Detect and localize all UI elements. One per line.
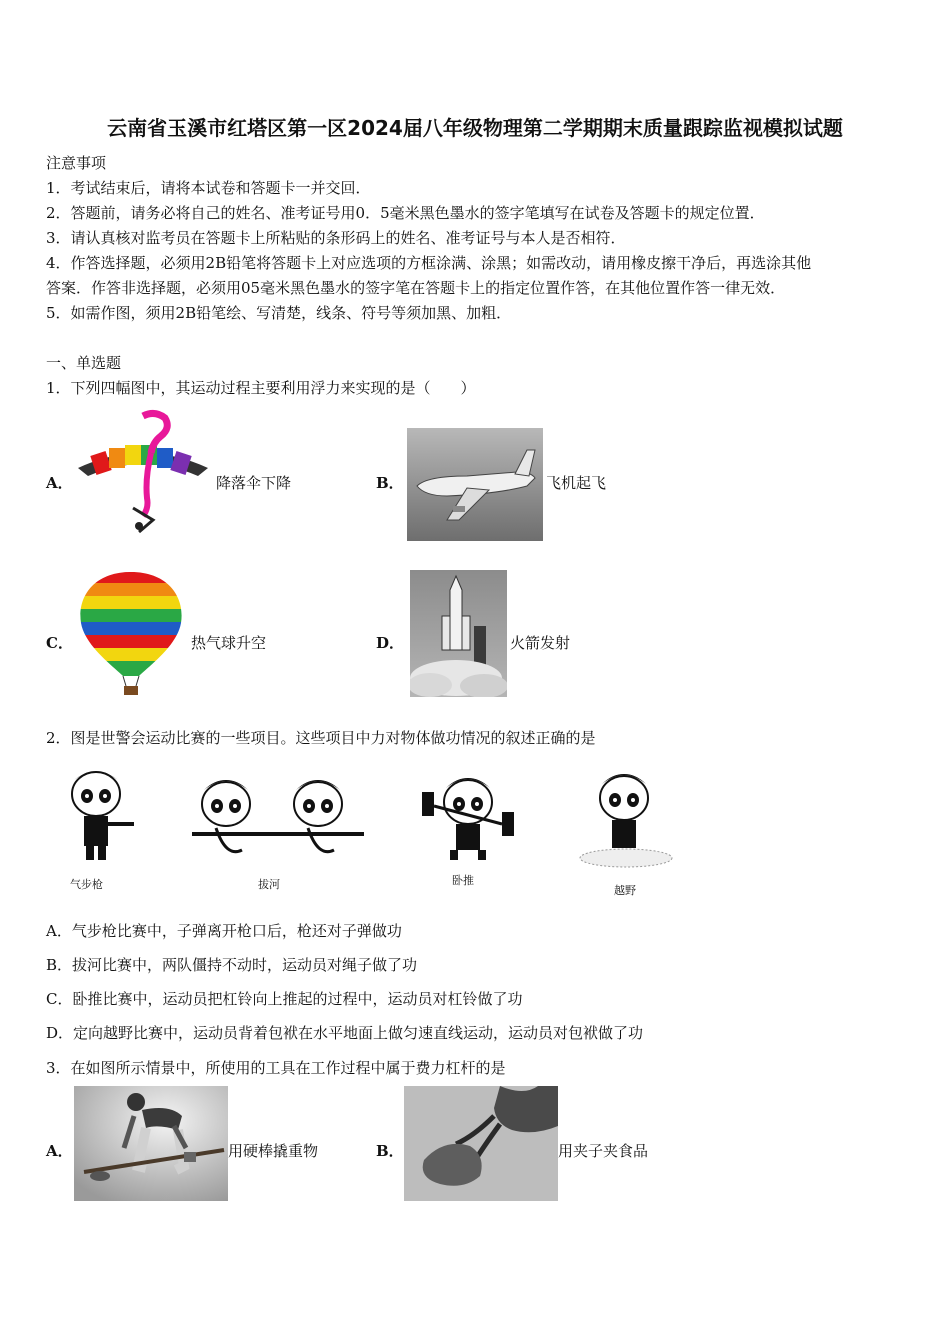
hand-icon: [494, 1086, 558, 1132]
option-c-letter: C．: [46, 634, 73, 652]
question-3-option-a-letter: A．: [46, 1142, 73, 1160]
section-heading: 一、单选题: [46, 354, 122, 372]
figure-label-orienteering: 越野: [614, 884, 636, 897]
notice-item: 答案．作答非选择题，必须用05毫米黑色墨水的签字笔在答题卡上的指定位置作答，在其他位置作答一律无效．: [46, 279, 786, 297]
option-d-letter: D．: [376, 634, 405, 652]
option-a-letter: A．: [46, 474, 73, 492]
airplane-image: [407, 428, 543, 541]
panda-orienteering-icon: [580, 774, 672, 867]
notice-item: 1．考试结束后，请将本试卷和答题卡一并交回．: [46, 179, 371, 197]
option-c-caption: 热气球升空: [191, 634, 267, 652]
food-tongs-image: [404, 1086, 558, 1201]
option-a-caption: 降落伞下降: [216, 474, 292, 492]
parachute-image: [73, 408, 213, 544]
question-1-stem: 1．下列四幅图中，其运动过程主要利用浮力来实现的是（ ）: [46, 379, 476, 397]
notice-item: 4．作答选择题，必须用2B铅笔将答题卡上对应选项的方框涂满、涂黑；如需改动，请用橡皮擦干净后，再选涂其他: [46, 254, 812, 272]
question-3-option-b-caption: 用夹子夹食品: [558, 1142, 649, 1160]
question-2-option-c: C．卧推比赛中，运动员把杠铃向上推起的过程中，运动员对杠铃做了功: [46, 990, 523, 1008]
notice-item: 2．答题前，请务必将自己的姓名、准考证号用0．5毫米黑色墨水的签字笔填写在试卷及答题卡的规定位置．: [46, 204, 765, 222]
notice-item: 5．如需作图，须用2B铅笔绘、写清楚，线条、符号等须加黑、加粗．: [46, 304, 512, 322]
panda-air-rifle-icon: [72, 772, 134, 860]
lever-crowbar-image: [74, 1086, 228, 1201]
figure-label-tug-of-war: 拔河: [258, 878, 280, 891]
panda-bench-press-icon: [422, 778, 514, 860]
option-b-caption: 飞机起飞: [546, 474, 607, 492]
option-b-letter: B．: [376, 474, 404, 492]
question-2-option-a: A．气步枪比赛中，子弹离开枪口后，枪还对子弹做功: [46, 922, 402, 940]
balloon-basket-icon: [124, 686, 138, 695]
notice-heading: 注意事项: [46, 154, 107, 172]
figure-label-bench-press: 卧推: [452, 874, 474, 887]
question-2-option-b: B．拔河比赛中，两队僵持不动时，运动员对绳子做了功: [46, 956, 418, 974]
notice-item: 3．请认真核对监考员在答题卡上所粘贴的条形码上的姓名、准考证号与本人是否相符．: [46, 229, 626, 247]
panda-tug-of-war-icon: [192, 780, 364, 852]
question-2-stem: 2．图是世警会运动比赛的一些项目。这些项目中力对物体做功情况的叙述正确的是: [46, 729, 596, 747]
question-3-stem: 3．在如图所示情景中，所使用的工具在工作过程中属于费力杠杆的是: [46, 1059, 506, 1077]
figure-label-air-rifle: 气步枪: [70, 878, 103, 891]
question-2-option-d: D．定向越野比赛中，运动员背着包袱在水平地面上做匀速直线运动，运动员对包袱做了功: [46, 1024, 644, 1042]
page-title: 云南省玉溪市红塔区第一区2024届八年级物理第二学期期末质量跟踪监视模拟试题: [107, 116, 843, 140]
question-3-option-a-caption: 用硬棒撬重物: [228, 1142, 319, 1160]
rocket-launch-image: [410, 570, 507, 697]
question-3-option-b-letter: B．: [376, 1142, 404, 1160]
option-d-caption: 火箭发射: [510, 634, 571, 652]
sports-events-figure: [56, 762, 696, 902]
hot-air-balloon-image: [73, 568, 190, 701]
